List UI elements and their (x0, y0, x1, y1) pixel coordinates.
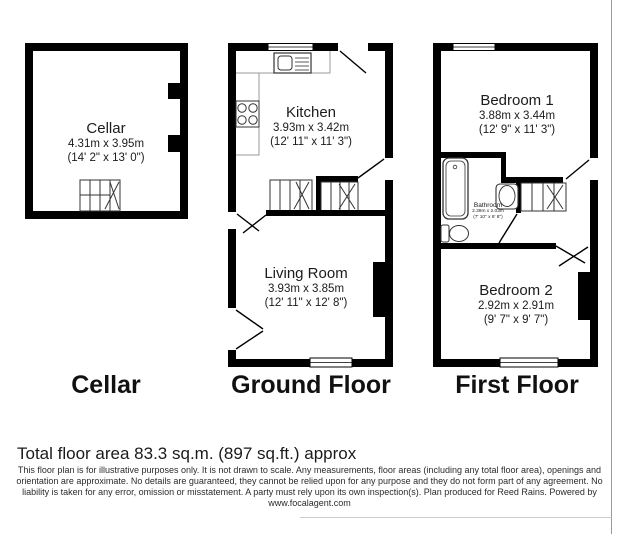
window-icon (310, 358, 352, 367)
room-name: Bedroom 1 (480, 92, 554, 109)
room-dim-imperial: (9' 7" x 9' 7") (483, 314, 549, 326)
total-floor-area: Total floor area 83.3 sq.m. (897 sq.ft.) approx (17, 444, 357, 463)
window-icon (453, 44, 495, 51)
room-name: Kitchen (285, 104, 337, 121)
floor-title-cellar: Cellar (71, 371, 141, 399)
room-name: Bedroom 2 (479, 282, 553, 299)
bath-icon (443, 158, 468, 219)
internal-wall (441, 243, 556, 249)
room-dim-metric: 3.93m x 3.85m (267, 283, 345, 295)
room-dim-imperial: (12' 9" x 11' 3") (478, 124, 556, 136)
stair-wall (316, 176, 358, 182)
floor-title-first-floor: First Floor (455, 371, 579, 399)
room-label-living-room (264, 265, 347, 310)
chimney-breast (578, 272, 590, 320)
disclaimer-line: This floor plan is for illustrative purposes only. It is not drawn to scale. Any measurements, floor areas (including any total floor area), openings and (17, 465, 602, 475)
stairs-icon (80, 180, 120, 211)
ground-floor-plan (228, 43, 393, 367)
room-name: Bathroom (473, 202, 503, 209)
room-label-bedroom-1 (479, 92, 555, 137)
cellar-wall-pier (168, 135, 188, 152)
cellar-wall-pier (168, 83, 188, 99)
kitchen-sink-icon (274, 53, 311, 73)
room-name: Living Room (264, 265, 348, 282)
room-dim-metric: 3.93m x 3.42m (272, 122, 350, 134)
disclaimer-line: liability is taken for any error, omission or misstatement. A party must rely upon its own inspection(s). Plan produced for Reed Rains. Powered by (22, 487, 597, 497)
internal-wall (501, 177, 563, 183)
toilet-icon (441, 225, 469, 242)
stair-wall (316, 176, 321, 213)
chimney-breast (373, 262, 387, 317)
room-dim-metric: 4.31m x 3.95m (67, 138, 145, 150)
room-dim-imperial: (12' 11" x 11' 3") (270, 136, 352, 148)
room-name: Cellar (86, 120, 126, 137)
stairs-icon (321, 182, 358, 211)
disclaimer-website: www.focalagent.com (268, 498, 351, 508)
room-dim-imperial: (12' 11" x 12' 8") (264, 297, 348, 309)
window-icon (268, 44, 313, 51)
hob-icon (236, 101, 259, 127)
disclaimer (0, 465, 619, 509)
room-label-bedroom-2 (478, 282, 554, 327)
floor-title-ground-floor: Ground Floor (231, 371, 391, 399)
internal-wall (266, 210, 385, 216)
room-dim-metric: 3.88m x 3.44m (478, 110, 556, 122)
room-label-cellar (67, 120, 144, 165)
room-dim-metric: 2.39m x 2.03m (472, 209, 504, 214)
window-icon (500, 358, 558, 367)
room-dim-imperial: (7' 10" x 6' 8") (473, 214, 503, 220)
room-label-kitchen (270, 104, 352, 149)
room-dim-imperial: (14' 2" x 13' 0") (67, 152, 145, 164)
stairs-icon (521, 183, 566, 211)
room-label-bathroom (472, 202, 504, 220)
internal-wall (441, 152, 506, 158)
room-dim-metric: 2.92m x 2.91m (477, 300, 555, 312)
stairs-icon (270, 180, 312, 211)
disclaimer-line: orientation are approximate. No details are guaranteed, they cannot be relied upon for any purpose and they do not form part of any agreement. No (16, 476, 603, 486)
